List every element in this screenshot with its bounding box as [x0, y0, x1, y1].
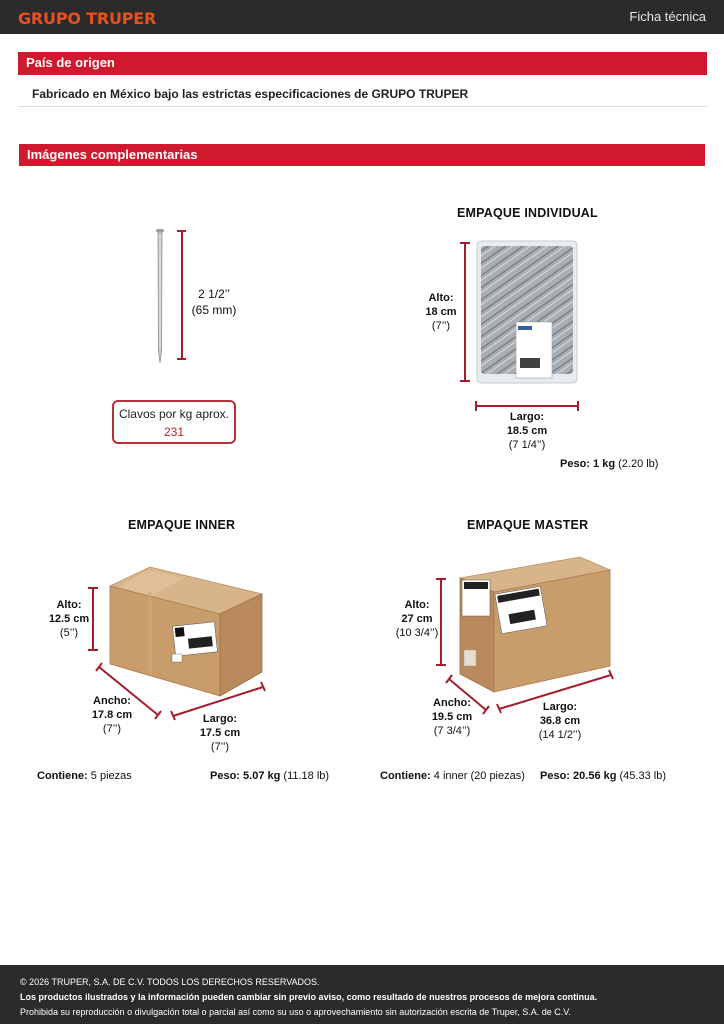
master-height-cm: 27 cm	[401, 613, 433, 625]
master-height-title: Alto:	[404, 599, 430, 611]
nail-length-inches: 2 1/2’’	[198, 287, 230, 301]
individual-length-label	[495, 410, 559, 452]
inner-height-in: (5’’)	[59, 627, 79, 639]
individual-weight-lb: (2.20 lb)	[618, 458, 659, 470]
top-bar	[0, 0, 724, 34]
inner-width-cm: 17.8 cm	[91, 709, 133, 721]
master-package-title: EMPAQUE MASTER	[467, 518, 589, 532]
nail-length-mm: (65 mm)	[191, 303, 237, 317]
nails-per-kg-box	[112, 400, 236, 444]
master-weight-title: Peso:	[540, 770, 570, 782]
master-height-in: (10 3/4’’)	[395, 627, 439, 639]
inner-contents	[37, 769, 167, 783]
inner-height-title: Alto:	[56, 599, 82, 611]
master-width-cm: 19.5 cm	[431, 711, 473, 723]
individual-length-cm: 18.5 cm	[506, 425, 548, 437]
inner-weight	[210, 769, 340, 783]
footer-prohibition: Prohibida su reproducción o divulgación total o parcial así como su uso o aprovechamiento sin autorización escrita de Truper, S.A. de C.V.	[20, 1007, 571, 1017]
inner-contents-title: Contiene:	[37, 770, 88, 782]
inner-length-label	[192, 712, 248, 754]
inner-width-title: Ancho:	[93, 695, 131, 707]
grupo-truper-logo: GRUPO TRUPER	[18, 9, 157, 28]
master-length-title: Largo:	[542, 701, 578, 713]
master-contents-value: 4 inner (20 piezas)	[433, 770, 525, 782]
footer-copyright: © 2026 TRUPER, S.A. DE C.V. TODOS LOS DERECHOS RESERVADOS.	[20, 977, 320, 987]
nail-length-label	[186, 286, 242, 318]
images-section-title: Imágenes complementarias	[19, 144, 705, 166]
individual-package-title: EMPAQUE INDIVIDUAL	[457, 206, 598, 220]
individual-height-title: Alto:	[428, 292, 454, 304]
inner-contents-value: 5 piezas	[90, 770, 132, 782]
individual-weight	[560, 457, 670, 471]
footer	[0, 965, 724, 1024]
master-length-in: (14 1/2’’)	[538, 729, 582, 741]
individual-length-in: (7 1/4’’)	[508, 439, 546, 451]
master-weight	[540, 769, 670, 783]
individual-weight-title: Peso:	[560, 458, 590, 470]
inner-width-label	[86, 694, 138, 736]
master-width-title: Ancho:	[433, 697, 471, 709]
individual-height-label	[417, 291, 465, 333]
master-width-label	[426, 696, 478, 738]
individual-height-cm: 18 cm	[425, 306, 457, 318]
master-weight-kg: 20.56 kg	[573, 770, 617, 782]
inner-weight-kg: 5.07 kg	[243, 770, 281, 782]
nails-per-kg-value: 231	[163, 425, 185, 439]
inner-length-in: (7’’)	[210, 741, 230, 753]
individual-length-title: Largo:	[509, 411, 545, 423]
inner-width-in: (7’’)	[102, 723, 122, 735]
master-height-label	[392, 598, 442, 640]
master-contents	[380, 769, 530, 783]
footer-notice: Los productos ilustrados y la información pueden cambiar sin previo aviso, como resultado de nuestros procesos de mejora continua.	[20, 992, 598, 1002]
inner-height-cm: 12.5 cm	[48, 613, 90, 625]
master-contents-title: Contiene:	[380, 770, 431, 782]
nail-bag-image	[476, 240, 578, 384]
inner-height-label	[44, 598, 94, 640]
inner-weight-lb: (11.18 lb)	[283, 770, 330, 782]
master-length-label	[530, 700, 590, 742]
individual-weight-kg: 1 kg	[593, 458, 616, 470]
document-type: Ficha técnica	[629, 9, 706, 24]
master-width-in: (7 3/4’’)	[433, 725, 471, 737]
individual-height-in: (7’’)	[431, 320, 451, 332]
inner-length-title: Largo:	[202, 713, 238, 725]
master-weight-lb: (45.33 lb)	[619, 770, 666, 782]
master-length-cm: 36.8 cm	[539, 715, 581, 727]
origin-text: Fabricado en México bajo las estrictas especificaciones de GRUPO TRUPER	[18, 82, 707, 107]
inner-package-title: EMPAQUE INNER	[128, 518, 236, 532]
nails-per-kg-label: Clavos por kg aprox.	[118, 407, 230, 421]
inner-weight-title: Peso:	[210, 770, 240, 782]
origin-section-title: País de origen	[18, 52, 707, 75]
inner-length-cm: 17.5 cm	[199, 727, 241, 739]
